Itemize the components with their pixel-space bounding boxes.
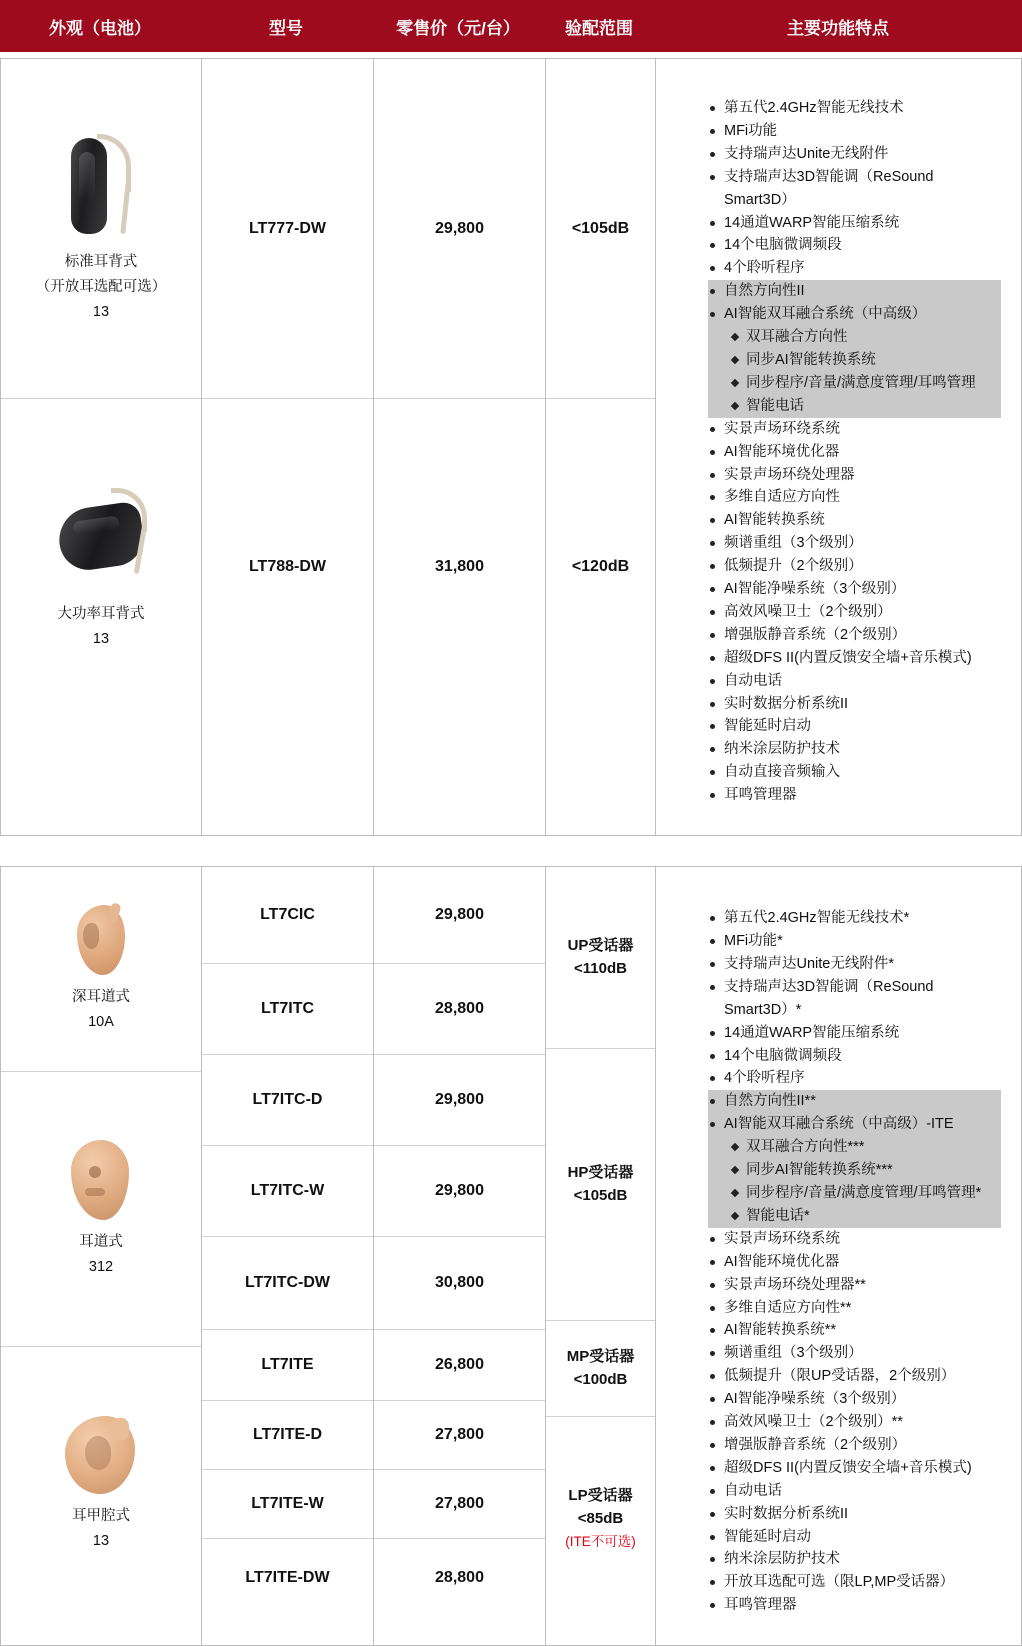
feature-item: 超级DFS II(内置反馈安全墙+音乐模式) xyxy=(708,647,1001,670)
feature-item: 智能延时启动 xyxy=(708,715,1001,738)
cic-shell-icon xyxy=(63,901,139,983)
feature-item: 支持瑞声达3D智能调（ReSound Smart3D） xyxy=(708,166,1001,212)
feature-item: AI智能转换系统 xyxy=(708,509,1001,532)
model-cell: LT788-DW xyxy=(202,398,373,735)
receiver-type: LP受话器 xyxy=(568,1487,633,1505)
appearance-name: 耳道式 xyxy=(79,1234,123,1251)
feature-item: 实景声场环绕处理器 xyxy=(708,464,1001,487)
feature-item: 超级DFS II(内置反馈安全墙+音乐模式) xyxy=(708,1457,1001,1480)
model-cell: LT7ITC xyxy=(202,963,373,1054)
receiver-range: <100dB xyxy=(573,1370,628,1388)
feature-item: 自动电话 xyxy=(708,1480,1001,1503)
column-header-model: 型号 xyxy=(269,18,303,38)
feature-item: 支持瑞声达Unite无线附件 xyxy=(708,143,1001,166)
price-cell: 28,800 xyxy=(374,963,545,1054)
fitting-range-column xyxy=(545,867,655,1645)
custom-product-block xyxy=(0,866,1022,1646)
model-cell: LT7ITC-DW xyxy=(202,1236,373,1329)
column-header-features: 主要功能特点 xyxy=(787,18,889,38)
feature-item: 14个电脑微调频段 xyxy=(708,1045,1001,1068)
features-list xyxy=(708,907,1001,1617)
feature-item: 多维自适应方向性 xyxy=(708,486,1001,509)
ite-shell-icon xyxy=(55,1410,147,1502)
receiver-range: <110dB xyxy=(574,959,627,977)
feature-subitem: 同步AI智能转换系统 xyxy=(708,349,1001,372)
feature-item: 自动直接音频输入 xyxy=(708,761,1001,784)
feature-item: 智能延时启动 xyxy=(708,1526,1001,1549)
feature-item: 增强版静音系统（2个级别） xyxy=(708,624,1001,647)
model-cell: LT7ITC-D xyxy=(202,1054,373,1145)
itc-shell-icon xyxy=(59,1136,143,1228)
price-cell: 27,800 xyxy=(374,1400,545,1469)
feature-item: 纳米涂层防护技术 xyxy=(708,738,1001,761)
battery-size: 13 xyxy=(92,631,110,647)
battery-size: 312 xyxy=(88,1259,114,1276)
feature-item: 实景声场环绕系统 xyxy=(708,418,1001,441)
feature-item: 低频提升（限UP受话器，2个级别） xyxy=(708,1365,1001,1388)
receiver-type: UP受话器 xyxy=(567,937,634,955)
model-column xyxy=(201,59,373,835)
appearance-name: 标准耳背式 xyxy=(64,253,138,270)
feature-subitem: 智能电话 xyxy=(708,395,1001,418)
fitting-range-cell: <120dB xyxy=(546,398,655,735)
feature-subitem: 同步程序/音量/满意度管理/耳鸣管理* xyxy=(708,1182,1001,1205)
feature-item: AI智能环境优化器 xyxy=(708,1251,1001,1274)
model-cell: LT7ITE-W xyxy=(202,1469,373,1538)
feature-item: AI智能净噪系统（3个级别） xyxy=(708,578,1001,601)
feature-subitem: 智能电话* xyxy=(708,1205,1001,1228)
price-column xyxy=(373,867,545,1645)
appearance-name: 深耳道式 xyxy=(72,989,130,1006)
battery-size: 13 xyxy=(92,304,110,320)
feature-subitem: 双耳融合方向性 xyxy=(708,326,1001,349)
receiver-range: <85dB xyxy=(577,1509,624,1527)
price-cell: 27,800 xyxy=(374,1469,545,1538)
feature-item: 14通道WARP智能压缩系统 xyxy=(708,1022,1001,1045)
feature-item: 纳米涂层防护技术 xyxy=(708,1548,1001,1571)
appearance-cell-power-bte xyxy=(1,398,201,735)
feature-item: 实景声场环绕处理器** xyxy=(708,1274,1001,1297)
price-cell: 26,800 xyxy=(374,1329,545,1400)
feature-subitem: 双耳融合方向性*** xyxy=(708,1136,1001,1159)
feature-item: 支持瑞声达Unite无线附件* xyxy=(708,953,1001,976)
receiver-note: (ITE不可选) xyxy=(565,1534,636,1550)
feature-item: 4个聆听程序 xyxy=(708,1067,1001,1090)
feature-item: AI智能转换系统** xyxy=(708,1319,1001,1342)
features-list-custom xyxy=(682,881,1011,1631)
appearance-note: （开放耳选配可选） xyxy=(35,278,167,295)
fitting-range-cell-mp xyxy=(546,1320,655,1416)
price-cell: 29,800 xyxy=(374,1145,545,1236)
price-cell: 28,800 xyxy=(374,1538,545,1617)
fitting-range-cell: <105dB xyxy=(571,219,630,237)
model-cell: LT7ITE-D xyxy=(202,1400,373,1469)
bte-standard-icon xyxy=(53,130,149,248)
appearance-cell-standard-bte xyxy=(1,59,201,398)
feature-item: 实时数据分析系统II xyxy=(708,693,1001,716)
features-column xyxy=(655,59,1021,835)
model-cell: LT7CIC xyxy=(260,906,315,924)
feature-item: MFi功能 xyxy=(708,120,1001,143)
model-cell: LT7ITE xyxy=(202,1329,373,1400)
column-header-fitting-range: 验配范围 xyxy=(565,18,633,38)
price-cell: 29,800 xyxy=(374,1054,545,1145)
feature-item: 频谱重组（3个级别） xyxy=(708,532,1001,555)
model-cell: LT7ITE-DW xyxy=(202,1538,373,1617)
price-column xyxy=(373,59,545,835)
bte-power-icon xyxy=(45,480,157,600)
model-column xyxy=(201,867,373,1645)
feature-item: MFi功能* xyxy=(708,930,1001,953)
features-list-top xyxy=(708,97,1001,486)
feature-subitem: 同步AI智能转换系统*** xyxy=(708,1159,1001,1182)
features-list-bottom xyxy=(708,486,1001,807)
feature-item: AI智能净噪系统（3个级别） xyxy=(708,1388,1001,1411)
receiver-type: MP受话器 xyxy=(566,1348,635,1366)
column-header-appearance: 外观（电池） xyxy=(49,18,151,38)
model-cell: LT7ITC-W xyxy=(202,1145,373,1236)
feature-item: 自然方向性II xyxy=(708,280,1001,303)
appearance-name: 耳甲腔式 xyxy=(72,1507,130,1524)
block-spacer xyxy=(0,836,1022,862)
fitting-range-column xyxy=(545,59,655,835)
feature-item: 低频提升（2个级别） xyxy=(708,555,1001,578)
features-list-bte xyxy=(682,73,1011,821)
feature-item: 高效风噪卫士（2个级别）** xyxy=(708,1411,1001,1434)
feature-item: 高效风噪卫士（2个级别） xyxy=(708,601,1001,624)
battery-size: 10A xyxy=(88,1014,114,1031)
price-cell: 29,800 xyxy=(435,906,484,924)
feature-item: 增强版静音系统（2个级别） xyxy=(708,1434,1001,1457)
feature-item: AI智能双耳融合系统（中高级）-ITE xyxy=(708,1113,1001,1136)
feature-item: 第五代2.4GHz智能无线技术 xyxy=(708,97,1001,120)
price-cell: 30,800 xyxy=(374,1236,545,1329)
feature-item: 支持瑞声达3D智能调（ReSound Smart3D）* xyxy=(708,976,1001,1022)
price-cell: 31,800 xyxy=(374,398,545,735)
feature-item: 自然方向性II** xyxy=(708,1090,1001,1113)
price-cell: 29,800 xyxy=(435,219,484,237)
feature-item: 耳鸣管理器 xyxy=(708,1594,1001,1617)
fitting-range-cell-lp xyxy=(546,1416,655,1618)
fitting-range-cell-up xyxy=(546,867,655,1048)
feature-item: 多维自适应方向性** xyxy=(708,1297,1001,1320)
feature-item: 第五代2.4GHz智能无线技术* xyxy=(708,907,1001,930)
model-cell: LT777-DW xyxy=(248,219,327,237)
feature-item: 实时数据分析系统II xyxy=(708,1503,1001,1526)
feature-item: 自动电话 xyxy=(708,670,1001,693)
feature-subitem: 同步程序/音量/满意度管理/耳鸣管理 xyxy=(708,372,1001,395)
appearance-cell-cic xyxy=(1,867,201,1071)
feature-item: 14个电脑微调频段 xyxy=(708,234,1001,257)
feature-item: 耳鸣管理器 xyxy=(708,784,1001,807)
appearance-column xyxy=(1,867,201,1645)
feature-item: 4个聆听程序 xyxy=(708,257,1001,280)
battery-size: 13 xyxy=(92,1532,110,1549)
feature-item: 开放耳选配可选（限LP,MP受话器） xyxy=(708,1571,1001,1594)
bte-product-block xyxy=(0,58,1022,836)
feature-item: AI智能双耳融合系统（中高级） xyxy=(708,303,1001,326)
appearance-column xyxy=(1,59,201,835)
feature-item: AI智能环境优化器 xyxy=(708,441,1001,464)
column-header-price: 零售价（元/台） xyxy=(396,18,520,38)
appearance-name: 大功率耳背式 xyxy=(57,605,145,622)
receiver-type: HP受话器 xyxy=(567,1164,634,1182)
appearance-cell-ite xyxy=(1,1346,201,1618)
appearance-cell-itc xyxy=(1,1071,201,1346)
fitting-range-cell-hp xyxy=(546,1048,655,1320)
features-column xyxy=(655,867,1021,1645)
table-header xyxy=(0,0,1022,52)
feature-item: 14通道WARP智能压缩系统 xyxy=(708,212,1001,235)
feature-item: 频谱重组（3个级别） xyxy=(708,1342,1001,1365)
receiver-range: <105dB xyxy=(573,1186,628,1204)
feature-item: 实景声场环绕系统 xyxy=(708,1228,1001,1251)
